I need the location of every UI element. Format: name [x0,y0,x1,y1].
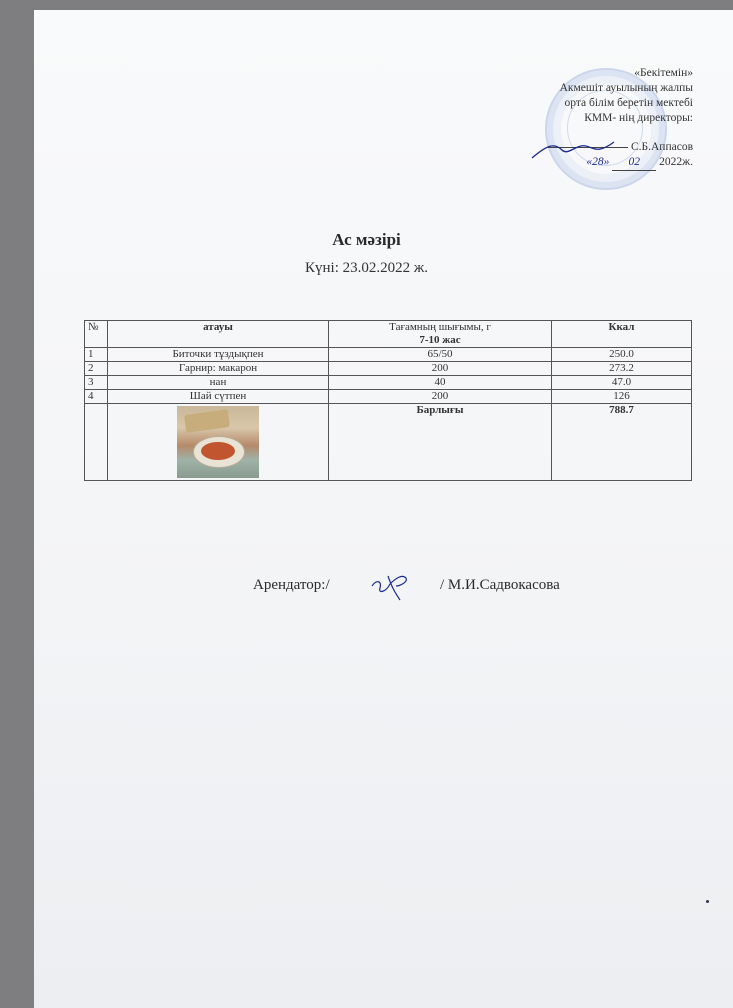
approval-line-1: «Бекітемін» [634,67,693,79]
approval-date: «28» 02 2022ж. [493,155,693,171]
row-name: Шай сүтпен [108,390,329,404]
total-num-cell [85,404,108,481]
table-total-row [85,404,692,481]
row-kcal: 273.2 [552,362,692,376]
row-num: 4 [85,390,108,404]
header-num: № [85,321,108,348]
food-photo-cell [108,404,329,481]
approval-line-3: орта білім беретін мектебі [564,97,693,109]
ink-dot [706,900,709,903]
table-header-row [85,321,692,348]
page-title: Ас мәзірі [332,230,401,249]
header-output-age: 7-10 жас [419,334,461,346]
row-num: 3 [85,376,108,390]
table-row [85,362,692,376]
row-name: нан [108,376,329,390]
approval-line-2: Акмешіт ауылының жалпы [559,82,693,94]
row-kcal: 126 [552,390,692,404]
total-value: 788.7 [552,404,692,481]
total-label: Барлығы [329,404,552,481]
header-name: атауы [108,321,329,348]
row-num: 1 [85,348,108,362]
row-output: 200 [329,390,552,404]
director-signature [528,136,618,166]
header-output [329,321,552,348]
row-kcal: 250.0 [552,348,692,362]
approval-signer: С.Б.Аппасов [493,140,693,155]
row-output: 65/50 [329,348,552,362]
table-row [85,348,692,362]
row-name: Биточки тұздықпен [108,348,329,362]
row-num: 2 [85,362,108,376]
menu-date: Күні: 23.02.2022 ж. [305,260,428,276]
row-output: 200 [329,362,552,376]
table-row [85,390,692,404]
row-kcal: 47.0 [552,376,692,390]
row-output: 40 [329,376,552,390]
renter-label: Арендатор:/ [253,577,330,593]
renter-name: / М.И.Садвокасова [440,577,560,593]
menu-table [84,320,692,481]
header-output-label: Тағамның шығымы, г [389,321,491,333]
row-name: Гарнир: макарон [108,362,329,376]
header-kcal: Ккал [552,321,692,348]
approval-line-4: КММ- нің директоры: [584,112,693,124]
renter-signature [368,566,412,606]
food-photo [177,406,259,478]
table-row [85,376,692,390]
